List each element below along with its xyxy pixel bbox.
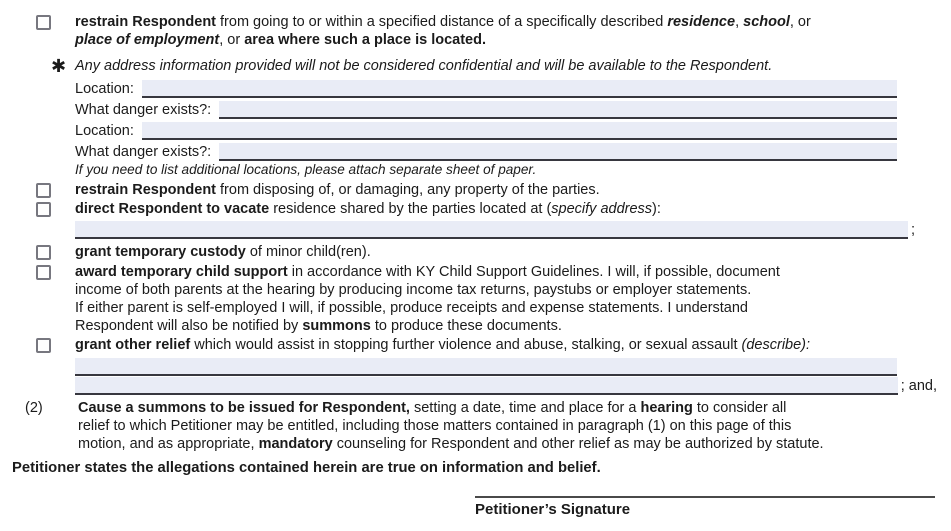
- other-relief-line-2-row: [75, 376, 937, 395]
- child-support-text: award temporary child support in accordance with KY Child Support Guidelines. I will, if possible, document income of both parents at the hearing by producing income tax returns, paystubs or employer statements. If either parent is self-employed I will, if possible, produce receipts and expense statements. I understand Respondent will also be notified by summons to produce these documents.: [75, 264, 780, 334]
- item-restrain-property: [0, 181, 951, 199]
- vacate-text: direct Respondent to vacate residence shared by the parties located at (specify address):: [75, 201, 661, 217]
- custody-checkbox[interactable]: [36, 245, 51, 260]
- child-support-checkbox[interactable]: [36, 265, 51, 280]
- checkbox-gutter: [0, 263, 75, 280]
- vacate-suffix: ;: [910, 222, 915, 238]
- item-custody: [0, 243, 951, 261]
- checkbox-gutter: [0, 336, 75, 353]
- restrain-distance-text: restrain Respondent from going to or within a specified distance of a specifically described residence, school, or place of employment, or area where such a place is located.: [75, 14, 811, 48]
- danger-2-row: [75, 140, 897, 161]
- paragraph-number: (2): [25, 400, 43, 416]
- restrain-property-text: restrain Respondent from disposing of, or damaging, any property of the parties.: [75, 182, 600, 198]
- other-relief-line-2-input[interactable]: [75, 377, 898, 395]
- location-1-input[interactable]: [142, 80, 897, 98]
- danger-2-label: What danger exists?:: [75, 144, 212, 160]
- other-relief-suffix: ; and,: [900, 378, 937, 394]
- restrain-property-checkbox[interactable]: [36, 183, 51, 198]
- other-relief-checkbox[interactable]: [36, 338, 51, 353]
- checkbox-gutter: [0, 181, 75, 198]
- location-1-row: [75, 77, 897, 98]
- vacate-address-input[interactable]: [75, 221, 908, 239]
- danger-1-row: [75, 98, 897, 119]
- confidential-note-row: [0, 57, 951, 75]
- danger-1-input[interactable]: [219, 101, 897, 119]
- other-relief-text: grant other relief which would assist in stopping further violence and abuse, stalking, or sexual assault (describe):: [75, 337, 811, 353]
- vacate-checkbox[interactable]: [36, 202, 51, 217]
- checkbox-gutter: [0, 13, 75, 30]
- location-2-row: [75, 119, 897, 140]
- restrain-distance-checkbox[interactable]: [36, 15, 51, 30]
- item-restrain-distance: [0, 13, 951, 49]
- location-2-input[interactable]: [142, 122, 897, 140]
- other-relief-line-1-input[interactable]: [75, 358, 897, 376]
- location-1-label: Location:: [75, 81, 134, 97]
- asterisk-gutter: [0, 57, 75, 75]
- danger-2-input[interactable]: [219, 143, 897, 161]
- asterisk-icon: ✱: [51, 56, 67, 76]
- location-2-label: Location:: [75, 123, 134, 139]
- signature-block: [475, 496, 935, 519]
- checkbox-gutter: [0, 243, 75, 260]
- custody-text: grant temporary custody of minor child(ren).: [75, 244, 371, 260]
- summons-paragraph-text: Cause a summons to be issued for Respondent, setting a date, time and place for a hearing to consider all relief to which Petitioner may be entitled, including those matters contained in paragraph (1) on this page of this motion, and as appropriate, mandatory counseling for Respondent and other relief as may be authorized by statute.: [78, 400, 824, 452]
- checkbox-gutter: [0, 200, 75, 217]
- signature-label: Petitioner’s Signature: [475, 501, 631, 518]
- other-relief-line-1-row: [75, 356, 897, 376]
- confidential-note-text: Any address information provided will not be considered confidential and will be available to the Respondent.: [75, 58, 773, 74]
- vacate-address-row: [75, 218, 915, 239]
- summons-paragraph: [0, 399, 951, 453]
- petitioner-statement: Petitioner states the allegations contained herein are true on information and belief.: [12, 460, 601, 476]
- additional-locations-note: If you need to list additional locations, please attach separate sheet of paper.: [75, 162, 537, 177]
- item-vacate: [0, 200, 951, 218]
- item-child-support: [0, 263, 951, 335]
- danger-1-label: What danger exists?:: [75, 102, 212, 118]
- paragraph-number-gutter: [0, 399, 78, 417]
- item-other-relief: [0, 336, 951, 354]
